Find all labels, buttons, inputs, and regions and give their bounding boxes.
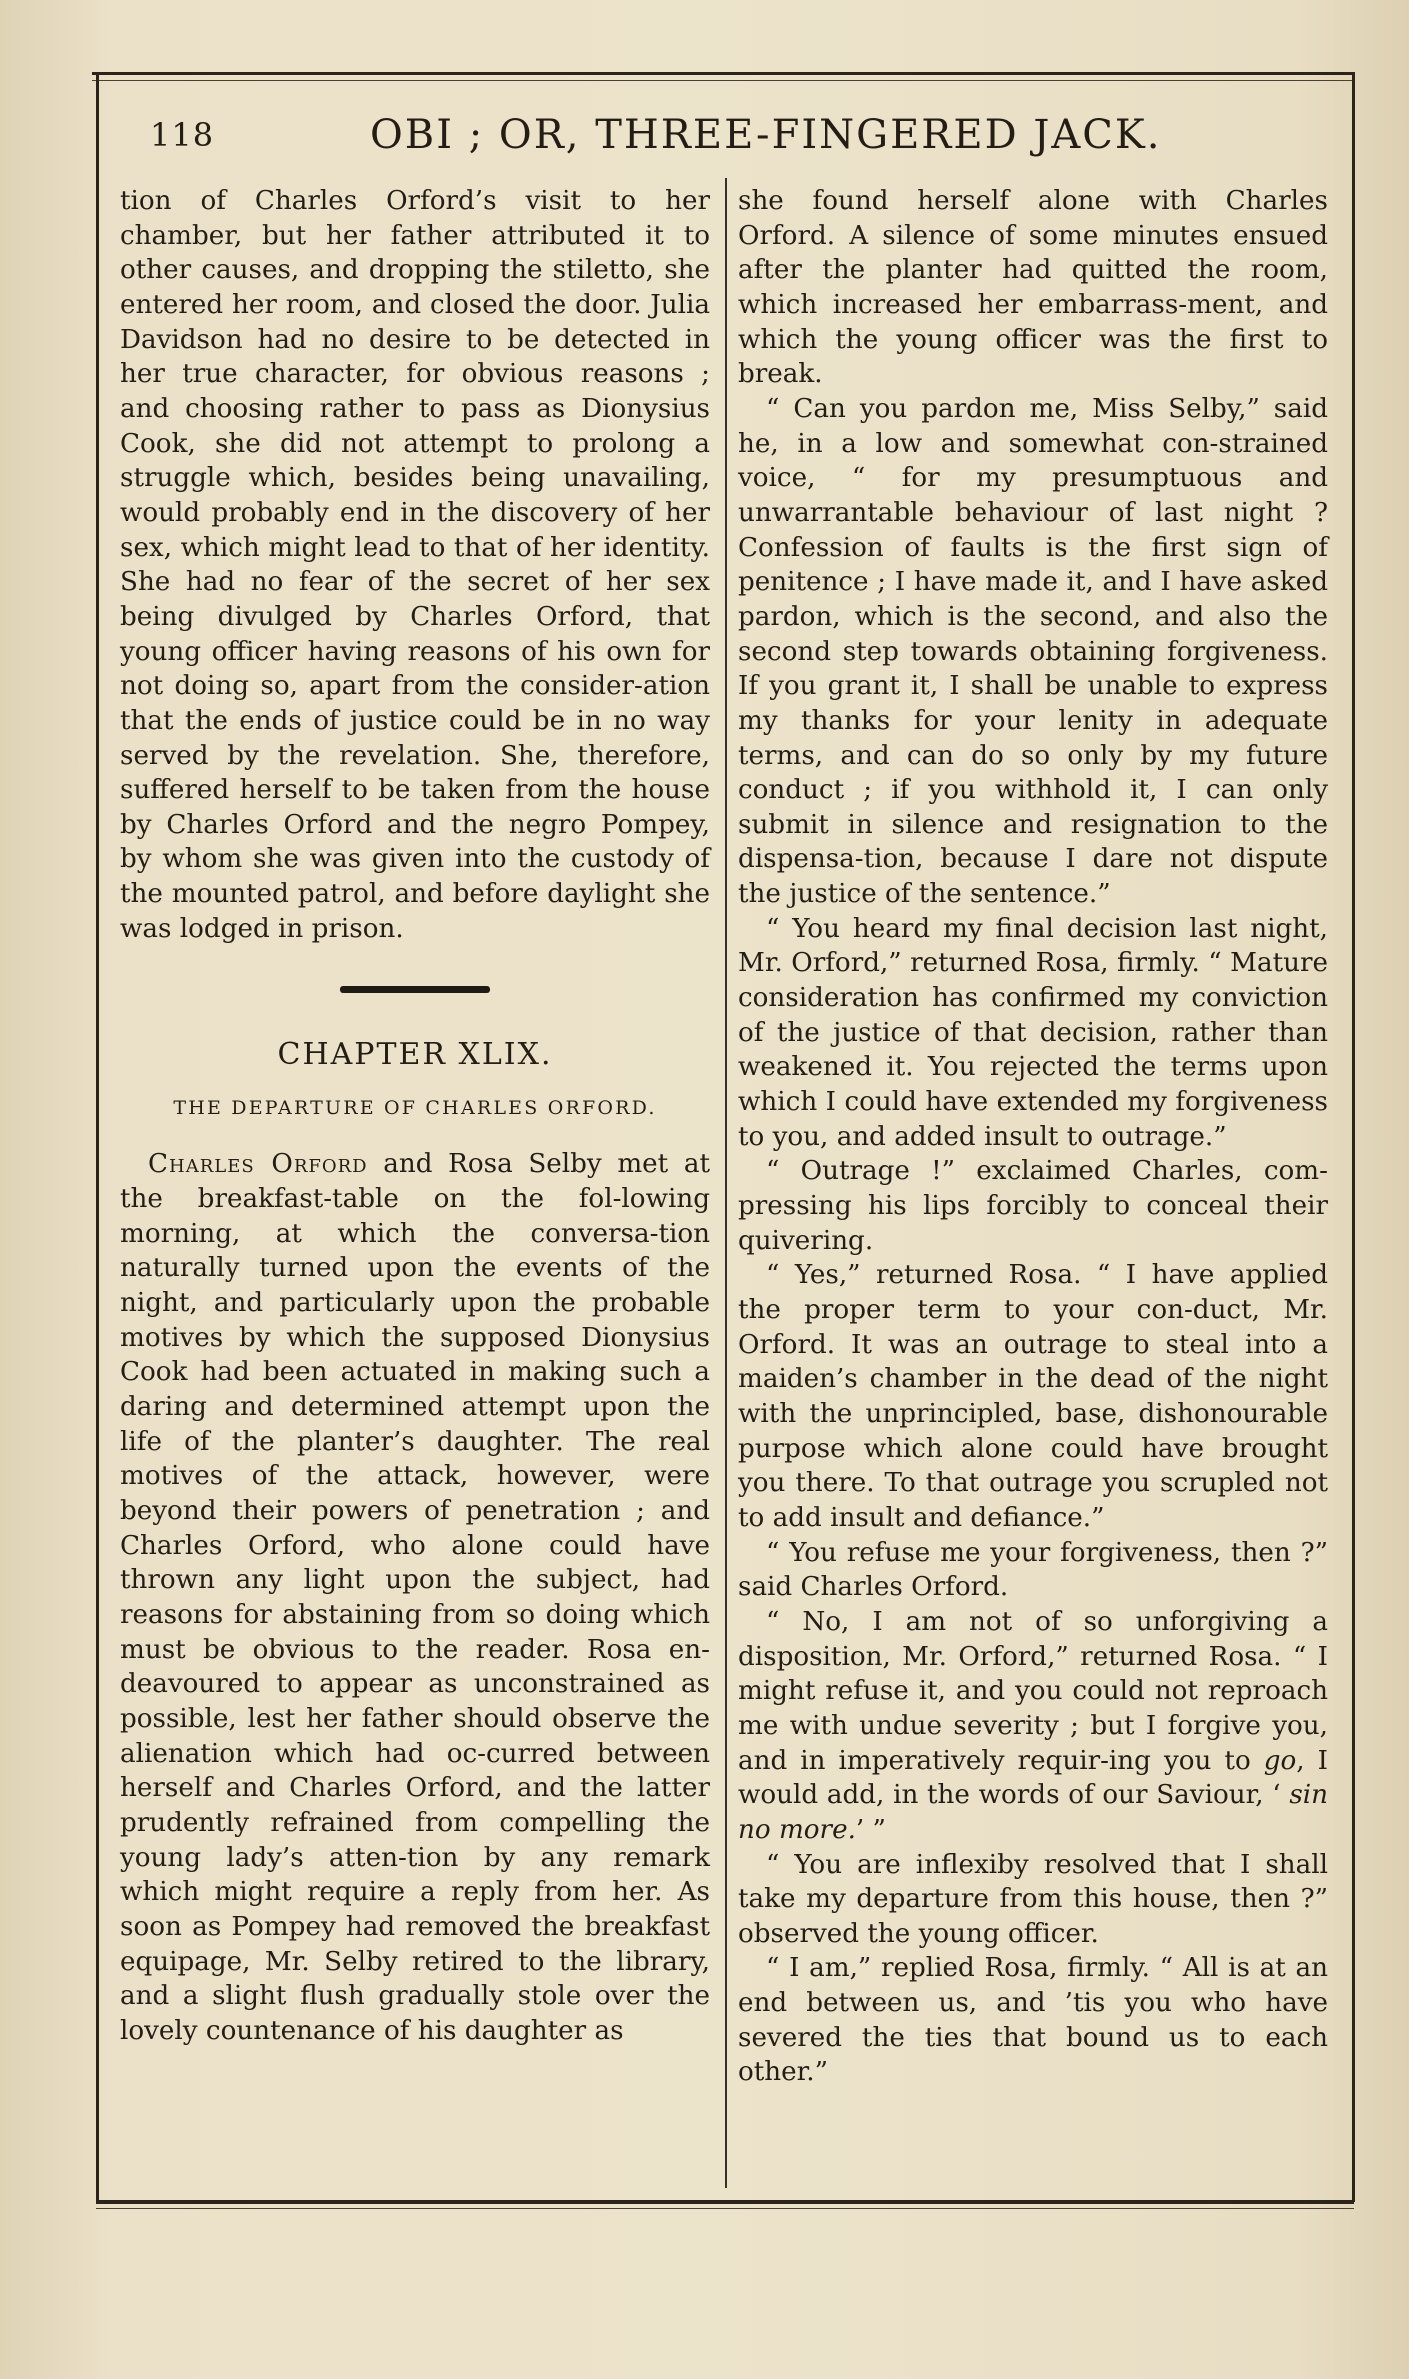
bottom-border-rule-thin	[96, 2208, 1354, 2209]
paragraph: “ You are inflexiby resolved that I shall take my departure from this house, then ?” observed the young officer.	[738, 1849, 1328, 1949]
column-divider	[725, 178, 727, 2188]
left-border-rule	[96, 72, 99, 2202]
paragraph: “ Can you pardon me, Miss Selby,” said he, in a low and somewhat con-strained voice, “ for my presumptuous and unwarrantable behaviour of last night ? Confession of faults is the first sign of penitence ; I have made it, and I have asked pardon, which is the second, and also the second step towards obtaining forgiveness. If you grant it, I shall be unable to express my thanks for your lenity in adequate terms, and can do so only by my future conduct ; if you withhold it, I can only submit in silence and resignation to the dispensa-tion, because I dare not dispute the justice of the sentence.”	[738, 393, 1328, 910]
page-header	[150, 112, 1300, 162]
paragraph	[738, 1605, 1328, 1848]
running-title: OBI ; OR, THREE-FINGERED JACK.	[370, 112, 1162, 158]
text-run: “ No, I am not of so unforgiving a disposition, Mr. Orford,” returned Rosa. “ I might refuse it, and you could not reproach me with undue severity ; but I forgive you, and in imperatively requir-ing you to	[738, 1606, 1328, 1776]
paragraph: “ You refuse me your forgiveness, then ?” said Charles Orford.	[738, 1537, 1328, 1603]
text-run: ’ ”	[855, 1814, 886, 1845]
left-column	[120, 184, 710, 2049]
top-border-rule	[92, 72, 1354, 75]
paragraph: “ I am,” replied Rosa, firmly. “ All is at an end between us, and ’tis you who have severed the ties that bound us to each other.”	[738, 1953, 1328, 2088]
chapter-subtitle: THE DEPARTURE OF CHARLES ORFORD.	[173, 1097, 657, 1120]
page-number: 118	[150, 116, 215, 154]
text-run: , I would add, in the words of our Saviour, ‘	[738, 1745, 1328, 1811]
right-border-rule	[1352, 72, 1355, 2202]
paragraph: tion of Charles Orford’s visit to her chamber, but her father attributed it to other causes, and dropping the stiletto, she entered her room, and closed the door. Julia Davidson had no desire to be detected in her true character, for obvious reasons ; and choosing rather to pass as Dionysius Cook, she did not attempt to prolong a struggle which, besides being unavailing, would probably end in the discovery of her sex, which might lead to that of her identity. She had no fear of the secret of her sex being divulged by Charles Orford, that young officer having reasons of his own for not doing so, apart from the consider-ation that the ends of justice could be in no way served by the revelation. She, therefore, suffered herself to be taken from the house by Charles Orford and the negro Pompey, by whom she was given into the custody of the mounted patrol, and before daylight she was lodged in prison.	[120, 186, 710, 944]
italic-word: go	[1263, 1745, 1297, 1776]
paragraph: “ Yes,” returned Rosa. “ I have applied the proper term to your con-duct, Mr. Orford. It was an outrage to steal into a maiden’s chamber in the dead of the night with the unprincipled, base, dishonourable purpose which alone could have brought you there. To that outrage you scrupled not to add insult and defiance.”	[738, 1260, 1328, 1533]
paragraph-rest: and Rosa Selby met at the breakfast-table on the fol-lowing morning, at which the conversa-tion naturally turned upon the events of the night, and particularly upon the probable motives by which the supposed Dionysius Cook had been actuated in making such a daring and determined attempt upon the life of the planter’s daughter. The real motives of the attack, however, were beyond their powers of penetration ; and Charles Orford, who alone could have thrown any light upon the subject, had reasons for abstaining from so doing which must be obvious to the reader. Rosa en-deavoured to appear as unconstrained as possible, lest her father should observe the alienation which had oc-curred between herself and Charles Orford, and the latter prudently refrained from compelling the young lady’s atten-tion by any remark which might require a reply from her. As soon as Pompey had removed the breakfast equipage, Mr. Selby retired to the library, and a slight flush gradually stole over the lovely countenance of his daughter as	[120, 1149, 710, 2046]
italic-quote: sin no more.	[738, 1780, 1328, 1845]
right-column	[738, 184, 1328, 2090]
paragraph: “ Outrage !” exclaimed Charles, com-pressing his lips forcibly to conceal their quivering.	[738, 1156, 1328, 1256]
chapter-opening-paragraph	[120, 1147, 710, 2048]
top-border-rule-thin	[92, 80, 1354, 81]
paragraph: she found herself alone with Charles Orford. A silence of some minutes ensued after the planter had quitted the room, which increased her embarrass-ment, and which the young officer was the first to break.	[738, 186, 1328, 390]
section-ornament	[340, 986, 490, 993]
chapter-heading: CHAPTER XLIX.	[277, 1037, 553, 1073]
paragraph: “ You heard my final decision last night, Mr. Orford,” returned Rosa, firmly. “ Mature consideration has confirmed my conviction of the justice of that decision, rather than weakened it. You rejected the terms upon which I could have extended my forgiveness to you, and added insult to outrage.”	[738, 913, 1328, 1152]
bottom-border-rule	[96, 2200, 1354, 2204]
opening-words: Charles Orford	[148, 1149, 368, 1180]
